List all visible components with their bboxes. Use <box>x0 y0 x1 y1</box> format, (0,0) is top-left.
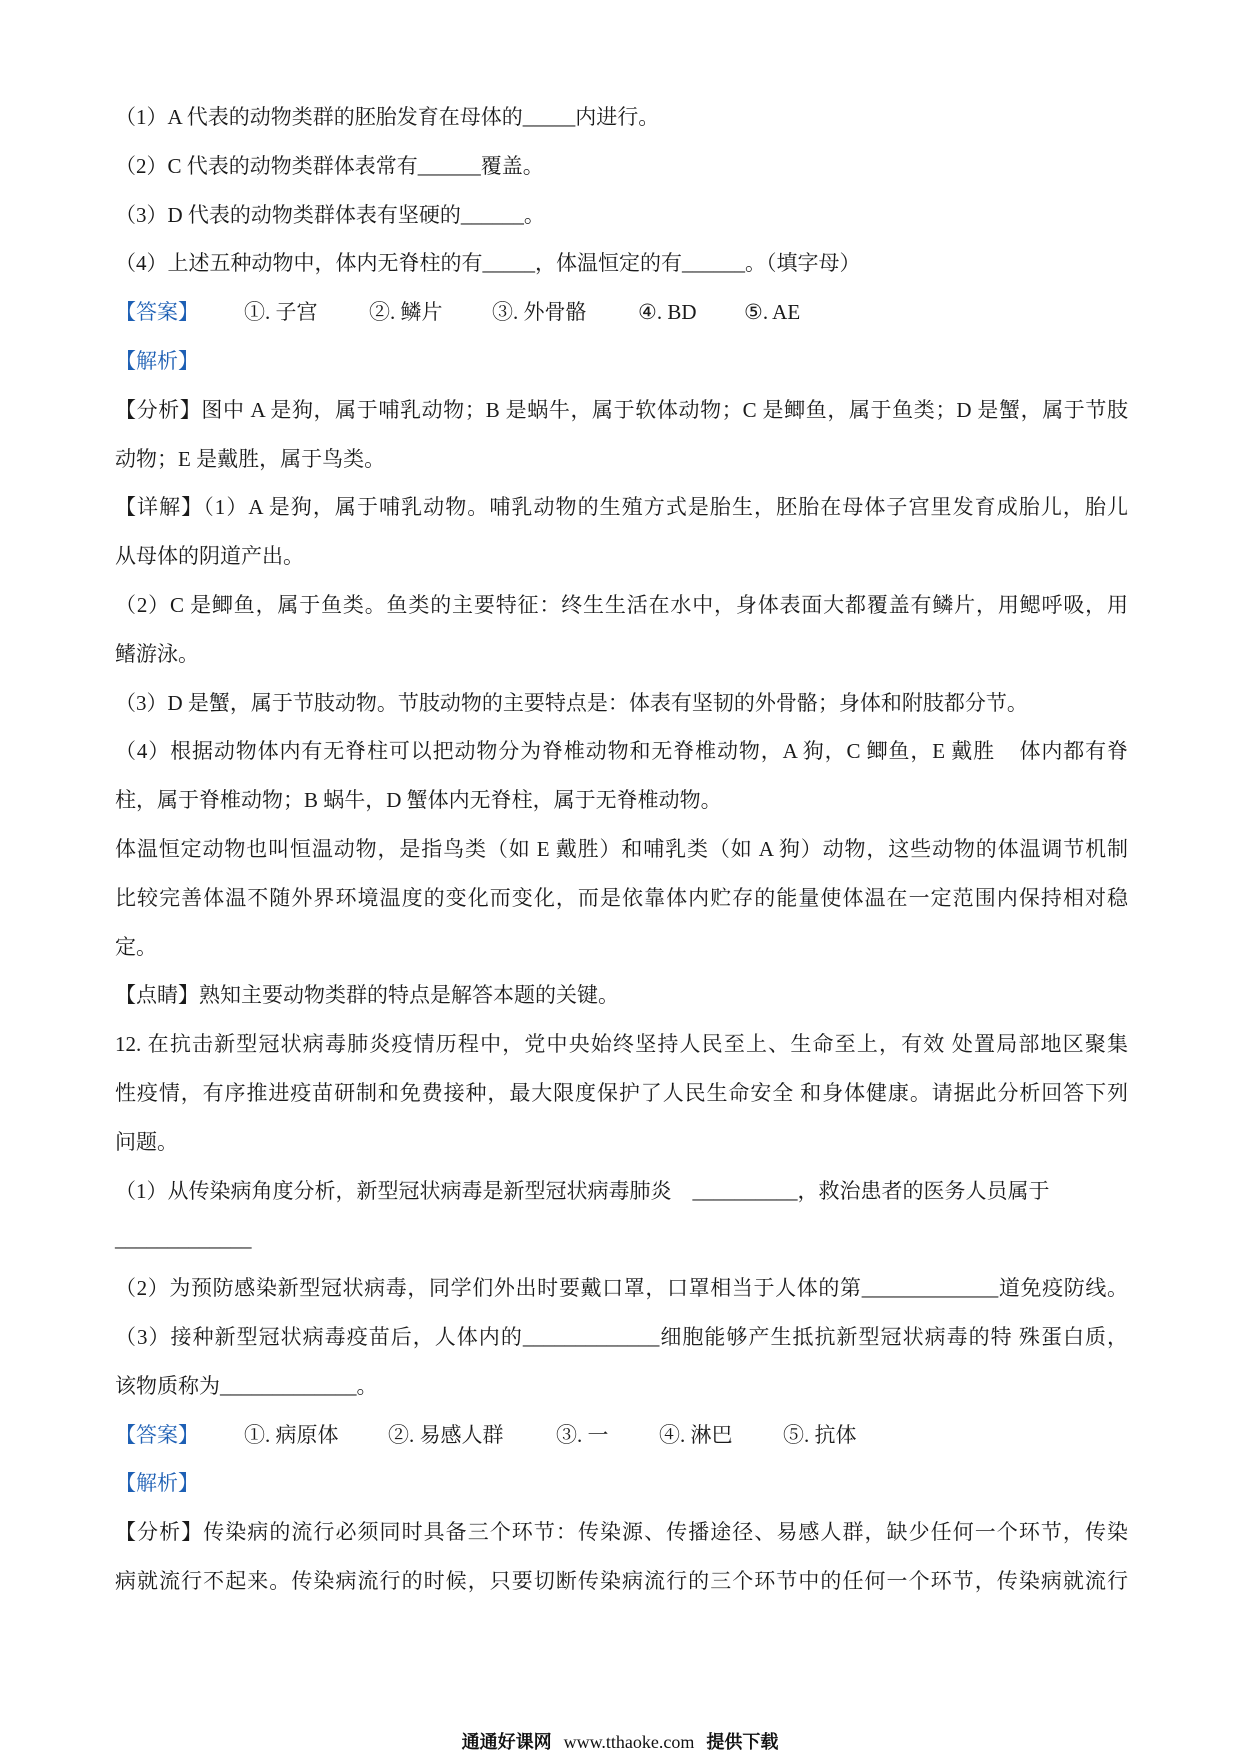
q11-details-line-6: （4）根据动物体内有无脊柱可以把动物分为脊椎动物和无脊椎动物，A 狗，C 鲫鱼，E 戴胜 体内都有脊 <box>115 739 1128 764</box>
q11-key-point <box>115 971 1128 1020</box>
q12-sub-question-3-cont: 该物质称为_____________。 <box>115 1373 378 1398</box>
footer-site-name: 通通好课网 <box>461 1732 552 1753</box>
answer-item-5: ⑤. 抗体 <box>783 1422 857 1447</box>
q11-answer-row <box>115 288 1128 337</box>
q11-sub-question-4: （4）上述五种动物中，体内无脊柱的有_____，体温恒定的有______。（填字母） <box>115 251 861 276</box>
key-point-label: 【点睛】 <box>115 983 199 1008</box>
analysis-text: 传染病的流行必须同时具备三个环节：传染源、传播途径、易感人群，缺少任何一个环节，传染 <box>203 1520 1129 1545</box>
q12-sub-question-1: （1）从传染病角度分析，新型冠状病毒是新型冠状病毒肺炎 __________，救治患者的医务人员属于 <box>115 1178 1050 1203</box>
q11-details-line-9: 比较完善体温不随外界环境温度的变化而变化，而是依靠体内贮存的能量使体温在一定范围内保持相对稳 <box>115 885 1128 910</box>
q11-details-line-5: （3）D 是蟹，属于节肢动物。节肢动物的主要特点是：体表有坚韧的外骨骼；身体和附肢都分节。 <box>115 690 1028 715</box>
q12-stem-line-1: 12. 在抗击新型冠状病毒肺炎疫情历程中，党中央始终坚持人民至上、生命至上，有效 处置局部地区聚集 <box>115 1032 1128 1057</box>
q11-sub-question-3: （3）D 代表的动物类群体表有坚硬的______。 <box>115 202 545 227</box>
answer-item-4: ④. BD <box>638 300 697 325</box>
q12-stem-line-2: 性疫情，有序推进疫苗研制和免费接种，最大限度保护了人民生命安全 和身体健康。请据此分析回答下列 <box>115 1080 1128 1105</box>
analysis-label: 【分析】 <box>115 1520 204 1545</box>
q12-analysis-line-1 <box>115 1508 1128 1557</box>
q12-sub-question-2: （2）为预防感染新型冠状病毒，同学们外出时要戴口罩，口罩相当于人体的第_____________道免疫防线。 <box>115 1276 1128 1301</box>
key-point-text: 熟知主要动物类群的特点是解答本题的关键。 <box>199 983 619 1008</box>
answer-item-3: ③. 一 <box>556 1422 609 1447</box>
answer-item-5: ⑤. AE <box>744 300 801 325</box>
q11-details-line-3: （2）C 是鲫鱼，属于鱼类。鱼类的主要特征：终生生活在水中，身体表面大都覆盖有鳞片，用鳃呼吸，用 <box>115 592 1128 617</box>
q11-sub-question-2: （2）C 代表的动物类群体表常有______覆盖。 <box>115 153 544 178</box>
q11-details-line-10: 定。 <box>115 934 157 959</box>
q11-details-line-8: 体温恒定动物也叫恒温动物，是指鸟类（如 E 戴胜）和哺乳类（如 A 狗）动物，这些动物的体温调节机制 <box>115 836 1128 861</box>
answer-label: 【答案】 <box>115 1422 199 1447</box>
q11-details-line-2: 从母体的阴道产出。 <box>115 544 304 569</box>
answer-item-1: ①. 病原体 <box>244 1422 339 1447</box>
q11-analysis-line-2: 动物；E 是戴胜，属于鸟类。 <box>115 446 386 471</box>
answer-item-1: ①. 子宫 <box>244 300 318 325</box>
q12-sub-question-3: （3）接种新型冠状病毒疫苗后，人体内的_____________细胞能够产生抵抗新型冠状病毒的特 殊蛋白质， <box>115 1324 1128 1349</box>
answer-item-2: ②. 易感人群 <box>388 1422 504 1447</box>
q11-explanation-label: 【解析】 <box>115 348 199 373</box>
details-text: （1）A 是狗，属于哺乳动物。哺乳动物的生殖方式是胎生，胚胎在母体子宫里发育成胎儿，胎儿 <box>203 495 1128 520</box>
analysis-text: 图中 A 是狗，属于哺乳动物；B 是蜗牛，属于软体动物；C 是鲫鱼，属于鱼类；D 是蟹，属于节肢 <box>201 397 1129 422</box>
q11-analysis-line-1 <box>115 386 1128 435</box>
q11-sub-question-1: （1）A 代表的动物类群的胚胎发育在母体的_____内进行。 <box>115 105 660 129</box>
page-footer <box>0 1732 1240 1752</box>
answer-label: 【答案】 <box>115 300 199 325</box>
q11-details-line-7: 柱，属于脊椎动物；B 蜗牛，D 蟹体内无脊柱，属于无脊椎动物。 <box>115 788 722 813</box>
q12-explanation-label: 【解析】 <box>115 1471 199 1496</box>
answer-item-4: ④. 淋巴 <box>659 1422 733 1447</box>
answer-item-3: ③. 外骨骼 <box>492 300 587 325</box>
footer-url: www.tthaoke.com <box>563 1732 695 1752</box>
q12-stem-line-3: 问题。 <box>115 1129 178 1154</box>
q11-details-line-4: 鳍游泳。 <box>115 641 199 666</box>
footer-suffix: 提供下载 <box>706 1732 779 1753</box>
q12-answer-row <box>115 1411 1128 1460</box>
answer-item-2: ②. 鳞片 <box>369 300 443 325</box>
page-content <box>115 93 1128 1606</box>
q12-analysis-line-2: 病就流行不起来。传染病流行的时候，只要切断传染病流行的三个环节中的任何一个环节，传染病就流行 <box>115 1568 1128 1593</box>
analysis-label: 【分析】 <box>115 397 202 422</box>
q12-sub-question-1-blank: _____________ <box>115 1227 252 1252</box>
q11-details-line-1 <box>115 483 1128 532</box>
details-label: 【详解】 <box>115 495 204 520</box>
